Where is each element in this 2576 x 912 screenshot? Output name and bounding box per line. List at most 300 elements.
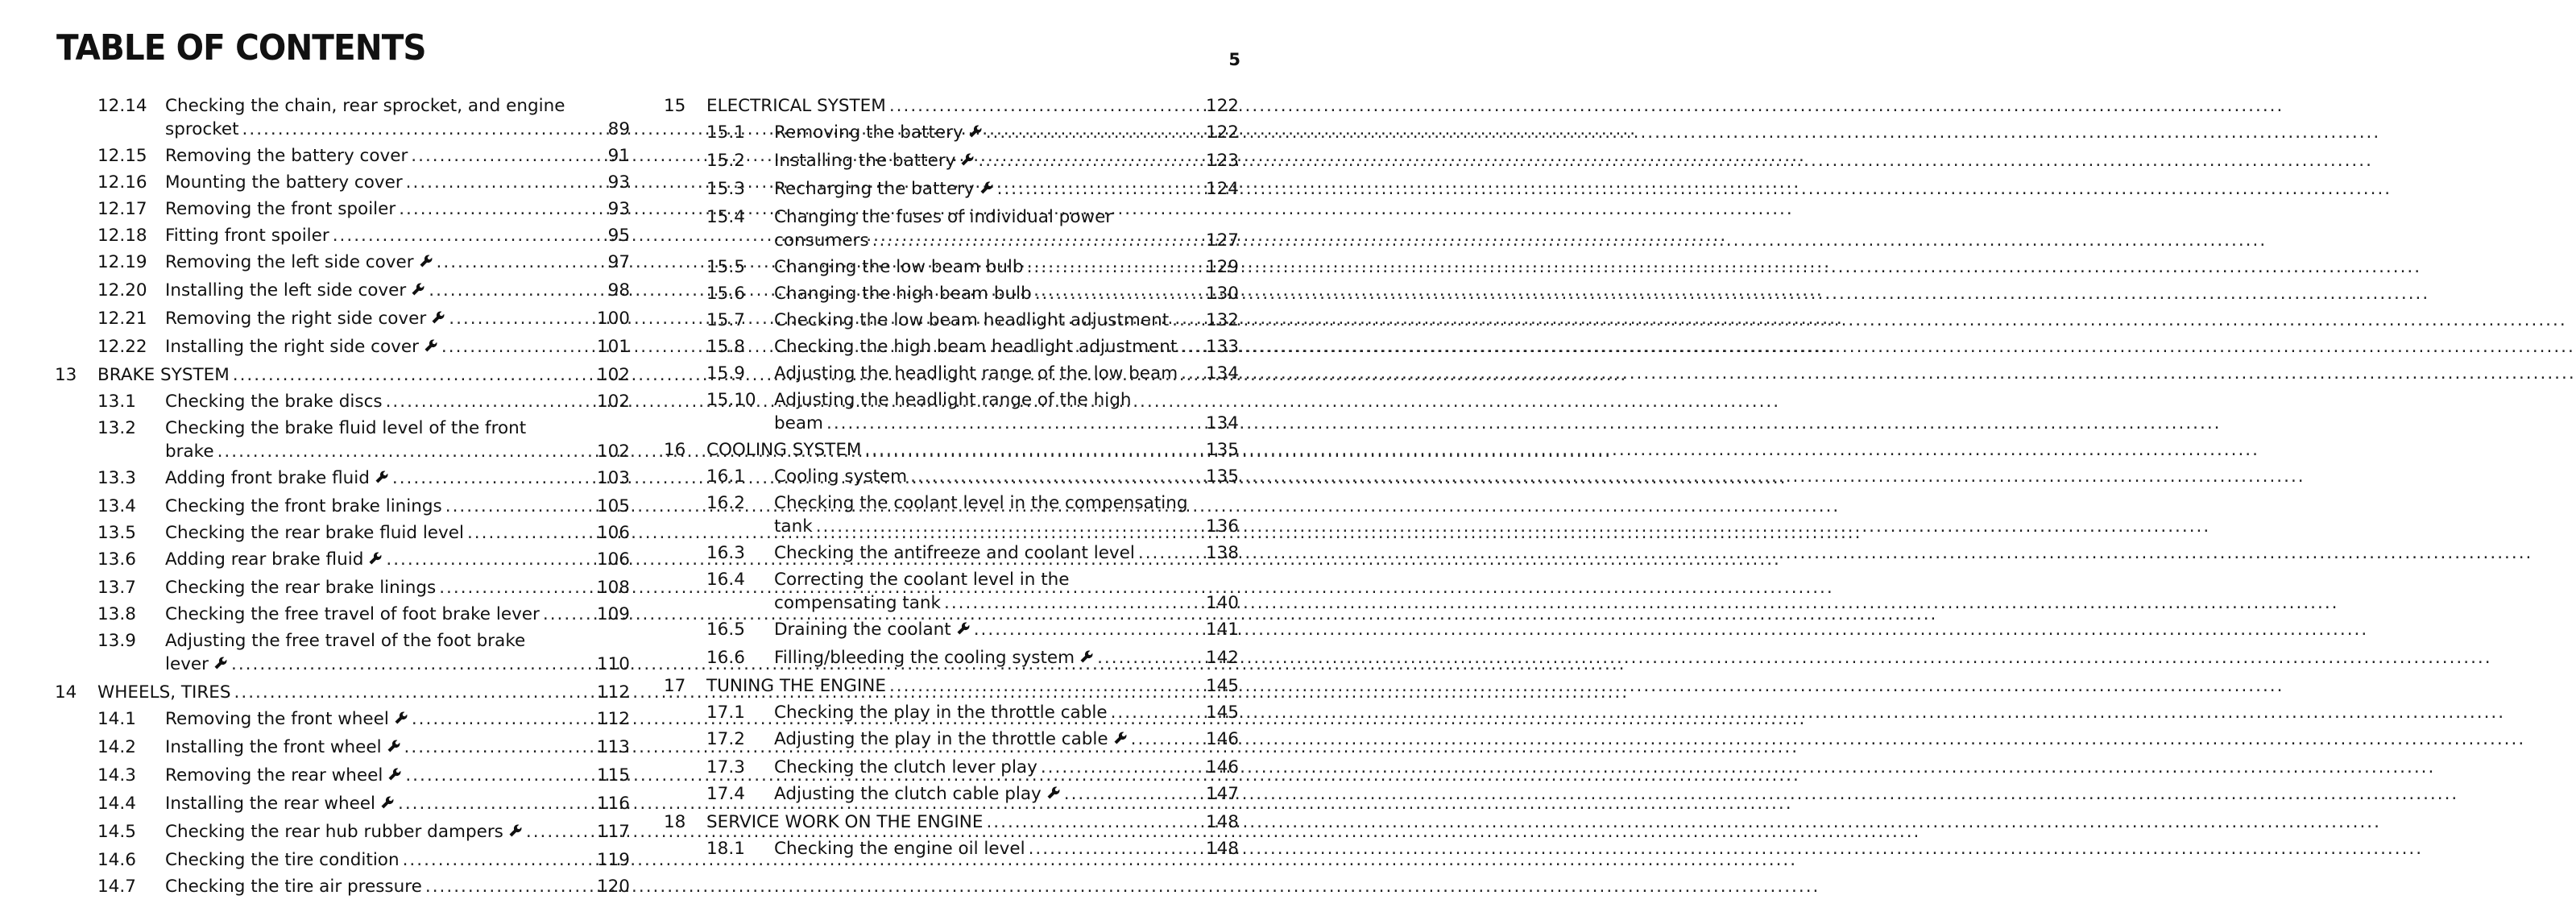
toc-leader-dots [234, 681, 592, 704]
toc-entry-body [165, 94, 630, 141]
toc-entry-title: Installing the left side cover [165, 280, 407, 301]
toc-entry-title: Changing the low beam bulb [774, 257, 1024, 277]
toc-column-left [55, 94, 630, 902]
toc-entry-number: 12.20 [97, 280, 147, 301]
toc-entry-number: 15.9 [706, 363, 745, 383]
toc-entry-page: 101 [596, 337, 630, 357]
toc-entry-title: SERVICE WORK ON THE ENGINE [706, 812, 984, 832]
toc-entry-leader-line [165, 820, 630, 845]
toc-entry-leader-line [774, 282, 1239, 305]
toc-entry-page: 135 [1205, 440, 1239, 460]
toc-leader-dots [1180, 335, 1201, 359]
toc-leader-dots [1041, 756, 1201, 779]
toc-entry-page: 124 [1205, 179, 1239, 199]
toc-section[interactable] [55, 629, 630, 681]
toc-entry-leader-line [165, 495, 630, 518]
toc-section[interactable] [55, 576, 630, 603]
toc-entry-number: 16.5 [706, 620, 745, 640]
wrench-icon [368, 549, 383, 572]
toc-leader-dots [398, 792, 592, 815]
toc-entry-body [774, 282, 1239, 305]
toc-entry-page: 100 [596, 309, 630, 329]
toc-section[interactable] [55, 603, 630, 629]
toc-entry-page: 113 [596, 737, 630, 757]
toc-entry-number: 13.3 [97, 468, 136, 488]
toc-leader-dots [429, 279, 601, 302]
toc-entry-number: 17.3 [706, 757, 745, 777]
toc-entry-title-line: Checking the brake fluid level of the front [165, 418, 527, 438]
toc-entry-title: Removing the front spoiler [165, 199, 396, 219]
toc-entry-page: 122 [1205, 122, 1239, 143]
toc-leader-dots [437, 251, 601, 274]
toc-leader-dots [889, 674, 1201, 698]
toc-leader-dots [445, 495, 592, 518]
toc-leader-dots [412, 707, 592, 731]
toc-entry-leader-line [706, 810, 1239, 834]
wrench-icon [394, 708, 408, 732]
toc-entry-body [774, 491, 1239, 538]
toc-entry-title: Checking the high beam headlight adjustment [774, 337, 1178, 357]
toc-chapter[interactable] [664, 810, 1239, 837]
toc-section[interactable] [664, 646, 1239, 674]
toc-entry-body [165, 335, 630, 360]
toc-leader-dots [1029, 837, 1201, 860]
toc-section[interactable] [55, 548, 630, 576]
toc-entry-number: 13.8 [97, 604, 136, 624]
toc-leader-dots [411, 144, 601, 168]
toc-entry-number: 14.7 [97, 877, 136, 897]
toc-leader-dots [986, 810, 1201, 834]
toc-entry-number: 13.7 [97, 578, 136, 598]
toc-chapter[interactable] [664, 674, 1239, 701]
toc-section[interactable] [55, 307, 630, 335]
toc-entry-leader-line [774, 177, 1239, 202]
toc-entry-body [774, 362, 1239, 385]
toc-entry-leader-line [165, 653, 630, 678]
toc-entry-leader-line [774, 591, 1239, 615]
toc-entry-title: WHEELS, TIRES [97, 682, 231, 703]
toc-entry-number: 16.3 [706, 543, 745, 563]
toc-entry-number: 17 [664, 676, 686, 696]
toc-entry-leader-line [165, 251, 630, 276]
toc-entry-body [165, 576, 630, 599]
toc-entry-body [165, 707, 630, 732]
toc-entry-page: 117 [596, 822, 630, 842]
toc-entry-number: 18 [664, 812, 686, 832]
toc-entry-title: Mounting the battery cover [165, 172, 403, 193]
toc-entry-number: 14 [55, 682, 77, 703]
toc-entry-leader-line [165, 335, 630, 360]
toc-entry-title: Removing the front wheel [165, 709, 389, 729]
toc-entry-body [165, 171, 630, 194]
toc-leader-dots [405, 764, 592, 787]
toc-section[interactable] [55, 848, 630, 875]
toc-entry-title-line: Adjusting the headlight range of the high [774, 390, 1132, 410]
toc-section[interactable] [55, 736, 630, 764]
toc-entry-page: 93 [607, 199, 630, 219]
toc-entry-number: 12.15 [97, 146, 147, 166]
toc-section[interactable] [664, 701, 1239, 728]
toc-section[interactable] [664, 205, 1239, 255]
toc-section[interactable] [664, 362, 1239, 388]
toc-section[interactable] [664, 149, 1239, 177]
toc-entry-page: 110 [596, 654, 630, 674]
toc-entry-title: Installing the battery [774, 151, 956, 171]
wrench-icon [419, 251, 433, 275]
toc-entry-body [774, 756, 1239, 779]
toc-entry-title: Installing the right side cover [165, 337, 419, 357]
toc-entry-title: Fitting front spoiler [165, 226, 329, 246]
toc-section[interactable] [664, 121, 1239, 149]
toc-section[interactable] [55, 417, 630, 466]
toc-entry-number: 13.5 [97, 523, 136, 543]
toc-chapter[interactable] [55, 681, 630, 707]
toc-leader-dots [231, 653, 592, 676]
toc-entry-page: 106 [596, 523, 630, 543]
toc-entry-title: Adding rear brake fluid [165, 549, 364, 570]
wrench-icon [1079, 647, 1094, 670]
toc-section[interactable] [55, 521, 630, 548]
toc-entry-title: Removing the left side cover [165, 252, 414, 272]
toc-entry-page: 102 [596, 365, 630, 385]
toc-section[interactable] [664, 837, 1239, 864]
toc-entry-number: 12.21 [97, 309, 147, 329]
toc-entry-body [774, 728, 1239, 752]
toc-section[interactable] [55, 144, 630, 171]
toc-entry-body [774, 388, 1239, 435]
toc-entry-number: 15.5 [706, 257, 745, 277]
toc-leader-dots [997, 177, 1201, 201]
toc-leader-dots [399, 197, 601, 221]
toc-entry-page: 102 [596, 441, 630, 462]
toc-entry-body [706, 94, 1239, 118]
toc-entry-page: 122 [1205, 96, 1239, 116]
toc-section[interactable] [664, 335, 1239, 362]
toc-entry-page: 123 [1205, 151, 1239, 171]
toc-entry-leader-line [165, 707, 630, 732]
wrench-icon [508, 821, 523, 844]
toc-entry-number: 14.5 [97, 822, 136, 842]
toc-entry-number: 13 [55, 365, 77, 385]
toc-leader-dots [872, 229, 1201, 252]
toc-chapter[interactable] [664, 94, 1239, 121]
toc-entry-number: 12.17 [97, 199, 147, 219]
toc-entry-page: 103 [596, 468, 630, 488]
toc-entry-body [774, 309, 1239, 332]
toc-leader-dots [406, 171, 601, 194]
toc-entry-title: lever [165, 654, 209, 674]
toc-entry-title: Changing the high beam bulb [774, 284, 1032, 304]
toc-leader-dots [1035, 282, 1201, 305]
toc-entry-number: 12.19 [97, 252, 147, 272]
toc-section[interactable] [664, 728, 1239, 756]
toc-section[interactable] [55, 495, 630, 521]
toc-leader-dots [944, 591, 1201, 615]
toc-leader-dots [217, 440, 592, 463]
toc-entry-title-line: Adjusting the free travel of the foot brake [165, 631, 526, 651]
toc-entry-leader-line [165, 576, 630, 599]
toc-section[interactable] [55, 279, 630, 307]
toc-entry-body [706, 438, 1239, 462]
toc-entry-title-line: Checking the coolant level in the compensating [774, 493, 1188, 513]
toc-entry-leader-line [706, 438, 1239, 462]
toc-entry-page: 109 [596, 604, 630, 624]
toc-section[interactable] [55, 197, 630, 224]
toc-entry-body [774, 205, 1239, 252]
toc-entry-page: 105 [596, 496, 630, 516]
toc-section[interactable] [55, 390, 630, 417]
toc-entry-leader-line [165, 792, 630, 817]
toc-entry-page: 130 [1205, 284, 1239, 304]
toc-entry-number: 17.1 [706, 703, 745, 723]
wrench-icon [960, 150, 975, 173]
page-number: 5 [1228, 50, 1240, 69]
toc-entry-leader-line [774, 335, 1239, 359]
toc-entry-page: 132 [1205, 310, 1239, 330]
toc-entry-page: 112 [596, 682, 630, 703]
toc-section[interactable] [664, 282, 1239, 309]
toc-entry-number: 15.6 [706, 284, 745, 304]
toc-entry-leader-line [774, 515, 1239, 538]
toc-entry-number: 15.3 [706, 179, 745, 199]
toc-section[interactable] [664, 618, 1239, 646]
toc-entry-page: 134 [1205, 413, 1239, 433]
toc-entry-body [774, 255, 1239, 279]
toc-entry-title: Removing the battery [774, 122, 963, 143]
toc-section[interactable] [664, 309, 1239, 335]
toc-entry-title: tank [774, 516, 813, 537]
toc-entry-number: 14.6 [97, 850, 136, 870]
toc-entry-body [165, 495, 630, 518]
wrench-icon [213, 653, 228, 677]
toc-entry-page: 145 [1205, 676, 1239, 696]
toc-entry-number: 15.1 [706, 122, 745, 143]
toc-section[interactable] [55, 875, 630, 902]
toc-leader-dots [864, 438, 1201, 462]
toc-leader-dots [816, 515, 1201, 538]
toc-entry-leader-line [774, 728, 1239, 752]
toc-entry-leader-line [774, 255, 1239, 279]
toc-entry-leader-line [165, 736, 630, 761]
toc-leader-dots [441, 335, 592, 359]
toc-section[interactable] [55, 94, 630, 144]
toc-entry-leader-line [165, 307, 630, 332]
toc-entry-title: Checking the antifreeze and coolant level [774, 543, 1135, 563]
toc-section[interactable] [664, 255, 1239, 282]
toc-entry-body [165, 307, 630, 332]
wrench-icon [411, 280, 425, 303]
toc-section[interactable] [55, 251, 630, 279]
toc-entry-title: Checking the front brake linings [165, 496, 442, 516]
toc-leader-dots [986, 121, 1201, 144]
toc-entry-leader-line [165, 197, 630, 221]
toc-entry-title: Filling/bleeding the cooling system [774, 648, 1075, 668]
toc-entry-number: 13.6 [97, 549, 136, 570]
toc-entry-number: 13.1 [97, 392, 136, 412]
toc-entry-body [774, 568, 1239, 615]
toc-entry-body [165, 251, 630, 276]
toc-entry-body [774, 646, 1239, 671]
toc-entry-leader-line [706, 94, 1239, 118]
toc-entry-title: Checking the free travel of foot brake lever [165, 604, 540, 624]
toc-entry-title: Checking the low beam headlight adjustment [774, 310, 1170, 330]
toc-entry-body [774, 701, 1239, 724]
toc-section[interactable] [55, 224, 630, 251]
toc-entry-body [165, 875, 630, 898]
toc-entry-number: 13.4 [97, 496, 136, 516]
toc-entry-page: 142 [1205, 648, 1239, 668]
toc-section[interactable] [55, 764, 630, 792]
toc-entry-leader-line [97, 681, 630, 704]
toc-section[interactable] [55, 171, 630, 197]
toc-entry-title: Checking the tire condition [165, 850, 400, 870]
toc-entry-page: 135 [1205, 466, 1239, 487]
toc-entry-leader-line [774, 782, 1239, 807]
toc-entry-page: 148 [1205, 839, 1239, 859]
toc-entry-leader-line [165, 848, 630, 872]
toc-entry-page: 112 [596, 709, 630, 729]
toc-entry-page: 148 [1205, 812, 1239, 832]
toc-entry-leader-line [774, 229, 1239, 252]
toc-entry-page: 120 [596, 877, 630, 897]
toc-section[interactable] [664, 491, 1239, 541]
toc-entry-title: consumers [774, 230, 869, 251]
toc-entry-page: 129 [1205, 257, 1239, 277]
toc-section[interactable] [55, 466, 630, 495]
toc-entry-page: 133 [1205, 337, 1239, 357]
toc-entry-title: Checking the rear brake fluid level [165, 523, 464, 543]
toc-entry-number: 14.1 [97, 709, 136, 729]
toc-entry-leader-line [165, 875, 630, 898]
toc-section[interactable] [664, 541, 1239, 568]
toc-entry-title: COOLING SYSTEM [706, 440, 862, 460]
toc-entry-leader-line [97, 363, 630, 387]
toc-entry-page: 140 [1205, 593, 1239, 613]
wrench-icon [424, 336, 438, 359]
wrench-icon [1046, 783, 1061, 806]
toc-leader-dots [449, 307, 592, 330]
toc-section[interactable] [55, 707, 630, 736]
toc-column-right [664, 94, 1239, 864]
toc-entry-page: 141 [1205, 620, 1239, 640]
toc-entry-leader-line [165, 224, 630, 247]
toc-entry-number: 13.9 [97, 631, 136, 651]
toc-leader-dots [1111, 701, 1201, 724]
toc-entry-body [165, 224, 630, 247]
toc-entry-page: 147 [1205, 784, 1239, 804]
toc-entry-body [774, 618, 1239, 643]
toc-entry-number: 15.10 [706, 390, 756, 410]
toc-chapter[interactable] [55, 363, 630, 390]
toc-entry-leader-line [165, 390, 630, 413]
toc-leader-dots [467, 521, 592, 545]
toc-leader-dots [1131, 728, 1201, 751]
toc-leader-dots [425, 875, 592, 898]
toc-entry-body [165, 144, 630, 168]
toc-leader-dots [543, 603, 592, 626]
toc-leader-dots [1172, 309, 1201, 332]
toc-entry-title: Adding front brake fluid [165, 468, 370, 488]
toc-entry-title: Adjusting the headlight range of the low beam [774, 363, 1178, 383]
toc-entry-page: 108 [596, 578, 630, 598]
toc-entry-title: Installing the rear wheel [165, 794, 376, 814]
toc-entry-page: 146 [1205, 729, 1239, 749]
toc-section[interactable] [664, 388, 1239, 438]
toc-entry-body [165, 820, 630, 845]
toc-entry-page: 98 [607, 280, 630, 301]
toc-entry-leader-line [774, 412, 1239, 435]
toc-entry-number: 14.4 [97, 794, 136, 814]
toc-entry-leader-line [774, 149, 1239, 174]
toc-entry-body [165, 390, 630, 413]
toc-section[interactable] [664, 782, 1239, 810]
toc-entry-title: Cooling system [774, 466, 908, 487]
toc-entry-number: 12.16 [97, 172, 147, 193]
toc-entry-body [774, 149, 1239, 174]
toc-entry-title: Removing the battery cover [165, 146, 408, 166]
toc-entry-page: 116 [596, 794, 630, 814]
toc-entry-title: Recharging the battery [774, 179, 975, 199]
toc-entry-body [165, 603, 630, 626]
toc-section[interactable] [55, 792, 630, 820]
toc-entry-body [774, 465, 1239, 488]
toc-entry-title-line: Correcting the coolant level in the [774, 570, 1070, 590]
toc-chapter[interactable] [664, 438, 1239, 465]
toc-entry-page: 115 [596, 765, 630, 786]
toc-entry-body [165, 548, 630, 573]
toc-leader-dots [392, 466, 592, 490]
toc-entry-leader-line [165, 144, 630, 168]
toc-entry-leader-line [165, 279, 630, 304]
toc-section[interactable] [55, 820, 630, 848]
wrench-icon [380, 793, 395, 816]
toc-entry-number: 16.6 [706, 648, 745, 668]
toc-entry-body [774, 541, 1239, 565]
toc-entry-body [706, 810, 1239, 834]
toc-entry-number: 12.18 [97, 226, 147, 246]
toc-entry-body [706, 674, 1239, 698]
wrench-icon [375, 467, 389, 491]
toc-entry-number: 13.2 [97, 418, 136, 438]
toc-entry-page: 102 [596, 392, 630, 412]
toc-entry-leader-line [165, 171, 630, 194]
toc-entry-title: Removing the rear wheel [165, 765, 383, 786]
toc-entry-leader-line [774, 837, 1239, 860]
toc-entry-body [165, 736, 630, 761]
toc-section[interactable] [55, 335, 630, 363]
toc-entry-leader-line [165, 521, 630, 545]
toc-entry-page: 106 [596, 549, 630, 570]
toc-leader-dots [1097, 646, 1201, 669]
toc-entry-body [774, 335, 1239, 359]
toc-section[interactable] [664, 756, 1239, 782]
toc-entry-number: 12.14 [97, 96, 147, 116]
wrench-icon [1113, 728, 1128, 752]
toc-section[interactable] [664, 465, 1239, 491]
toc-leader-dots [386, 390, 592, 413]
toc-entry-title: Checking the brake discs [165, 392, 383, 412]
toc-section[interactable] [664, 568, 1239, 618]
toc-leader-dots [333, 224, 601, 247]
toc-entry-page: 119 [596, 850, 630, 870]
toc-section[interactable] [664, 177, 1239, 205]
toc-entry-title: compensating tank [774, 593, 941, 613]
toc-entry-number: 18.1 [706, 839, 745, 859]
toc-entry-number: 16.1 [706, 466, 745, 487]
toc-entry-body [165, 521, 630, 545]
toc-entry-title: Checking the clutch lever play [774, 757, 1037, 777]
toc-leader-dots [910, 465, 1201, 488]
